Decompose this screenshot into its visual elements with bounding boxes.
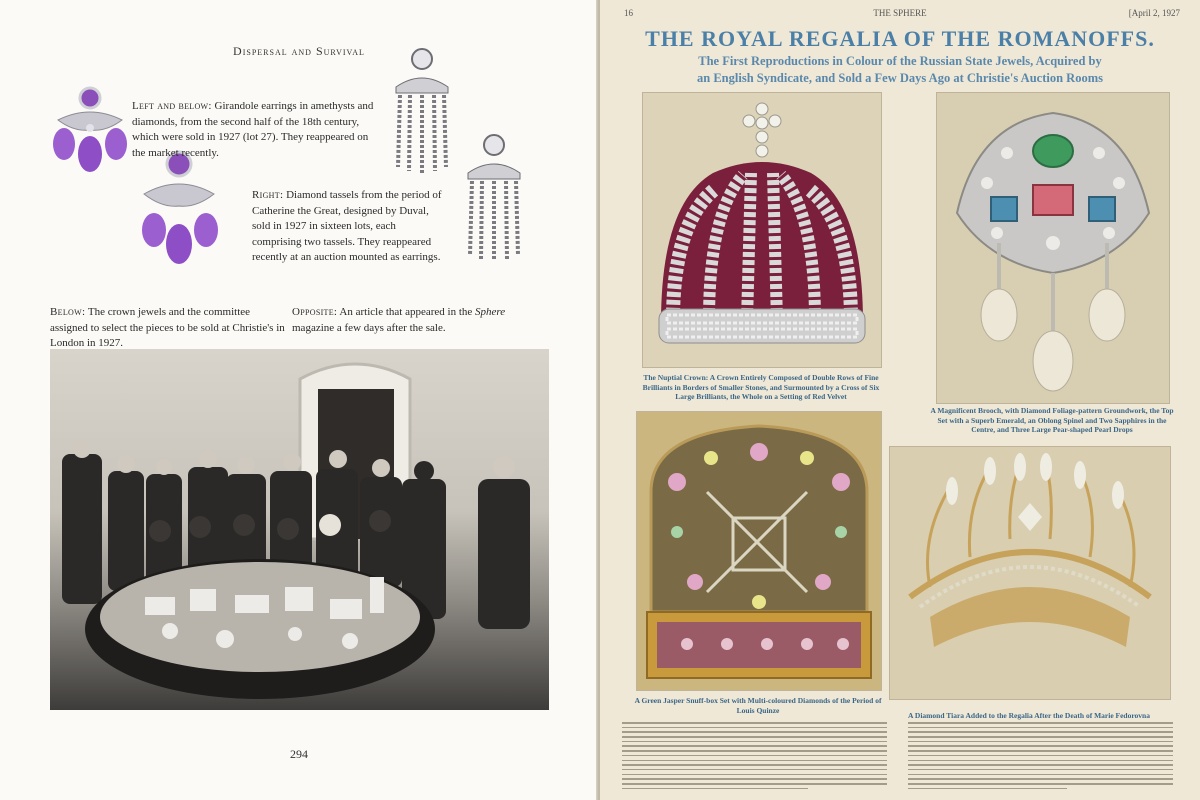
tiara-illustration — [890, 447, 1170, 699]
article-title: THE ROYAL REGALIA OF THE ROMANOFFS. — [645, 26, 1155, 51]
caption-text: magazine a few days after the sale. — [292, 321, 446, 334]
caption-brooch: A Magnificent Brooch, with Diamond Foliage-pattern Groundwork, the Top Set with a Superb Emerald, an Oblong Spinel and Two Sapphires in the Centre, and Three Large Pear-shaped Pearl Drops — [930, 406, 1174, 434]
caption-text: An article that appeared in the — [337, 306, 476, 318]
caption-sphere-article — [292, 305, 542, 336]
right-page — [600, 0, 1200, 800]
article-subtitle — [640, 53, 1160, 87]
caption-text: Girandole earrings in amethysts and diamonds, from the second half of the 18th century, which were sold in 1927 (lot 27). They reappeared on the market recently. — [132, 100, 374, 159]
body-text-column-left — [622, 722, 887, 796]
subtitle-line-1: The First Reproductions in Colour of the Russian State Jewels, Acquired by — [698, 54, 1102, 68]
girandole-earring-photo-bottom — [132, 150, 226, 274]
plate-brooch — [936, 92, 1170, 404]
plate-tiara — [889, 446, 1171, 700]
running-head: Dispersal and Survival — [233, 44, 365, 58]
body-text-column-right — [908, 722, 1173, 796]
caption-diamond-tassels — [252, 188, 448, 266]
diamond-tassel-photo-bottom — [460, 133, 528, 263]
caption-lead: Below: — [50, 306, 86, 318]
plate-snuff-box — [636, 411, 882, 691]
caption-text: The crown jewels and the committee assigned to select the pieces to be sold at Christie's in London in 1927. — [50, 306, 285, 349]
plate-nuptial-crown — [642, 92, 882, 368]
caption-lead: Opposite: — [292, 306, 338, 318]
caption-tiara: A Diamond Tiara Added to the Regalia After the Death of Marie Fedorovna — [908, 711, 1150, 720]
caption-lead: Right: — [252, 189, 284, 201]
subtitle-line-2: an English Syndicate, and Sold a Few Days Ago at Christie's Auction Rooms — [697, 71, 1103, 85]
caption-text: Diamond tassels from the period of Catherine the Great, designed by Duval, sold in 1927 in sixteen lots, each comprising two tassels. They reappeared recently at an auction mounted as earrings. — [252, 189, 442, 263]
diamond-tassel-photo-top — [388, 47, 456, 175]
magazine-issue-date: [April 2, 1927 — [1128, 8, 1180, 18]
girandole-earring-photo-top — [44, 86, 136, 186]
page-number: 294 — [290, 747, 308, 761]
snuff-box-illustration — [637, 412, 881, 690]
committee-photo-illustration — [50, 349, 549, 710]
magazine-page-number: 16 — [624, 8, 633, 18]
caption-snuff-box: A Green Jasper Snuff-box Set with Multi-coloured Diamonds of the Period of Louis Quinze — [634, 696, 882, 715]
brooch-illustration — [937, 93, 1169, 403]
nuptial-crown-illustration — [643, 93, 881, 367]
caption-nuptial-crown: The Nuptial Crown: A Crown Entirely Composed of Double Rows of Fine Brilliants in Borders of Smaller Stones, and Surmounted by a Cross of Six Large Brilliants, the Whole on a Setting of Red Velvet — [642, 373, 880, 401]
magazine-name: Sphere — [475, 306, 506, 318]
magazine-name: THE SPHERE — [873, 8, 927, 18]
caption-lead: Left and below: — [132, 100, 212, 112]
left-page — [0, 0, 598, 800]
caption-girandole-earrings — [132, 99, 384, 161]
caption-crown-jewels-committee — [50, 305, 286, 352]
photo-crown-jewels-committee — [50, 349, 549, 710]
